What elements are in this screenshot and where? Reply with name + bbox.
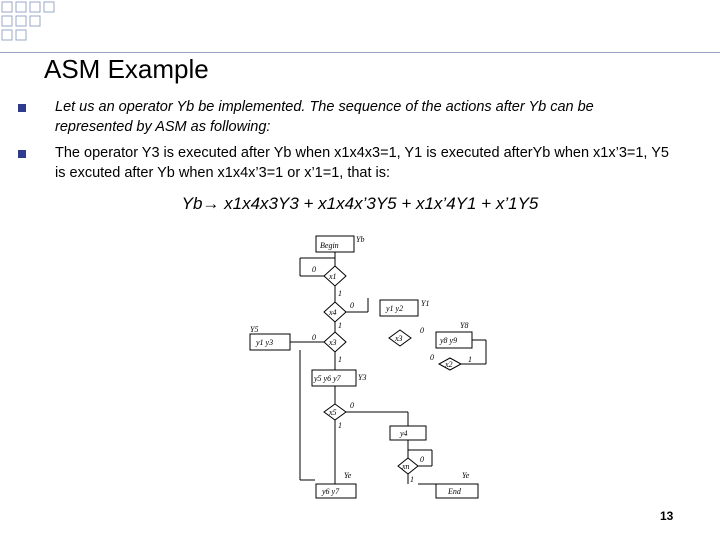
y8y9-label: y8 y9 <box>440 336 458 345</box>
yb-label: Yb <box>356 235 365 244</box>
zero-label: 0 <box>312 333 316 342</box>
x1-label: x1 <box>329 272 337 281</box>
Y1-label: Y1 <box>421 299 430 308</box>
page-number: 13 <box>660 509 674 523</box>
bullet-1-marker <box>18 104 26 112</box>
one-label: 1 <box>468 355 472 364</box>
end-label: End <box>448 487 461 496</box>
one-label: 1 <box>338 289 342 298</box>
zero-label: 0 <box>430 353 434 362</box>
one-label: 1 <box>338 421 342 430</box>
zero-label: 0 <box>312 265 316 274</box>
zero-label: 0 <box>420 326 424 335</box>
y4-box <box>390 426 426 440</box>
x2-label: x2 <box>445 360 453 369</box>
bullet-1-text: Let us an operator Yb be implemented. The sequence of the actions after Yb can be represented by ASM as following: <box>55 99 594 135</box>
zero-label: 0 <box>350 401 354 410</box>
decorative-grid <box>0 0 70 52</box>
x5-label: x5 <box>329 408 337 417</box>
Y8-label: Y8 <box>460 321 469 330</box>
slide-title: ASM Example <box>44 54 209 84</box>
one-label: 1 <box>410 475 414 484</box>
asm-flowchart <box>240 230 500 502</box>
y1y3-label: y1 y3 <box>256 338 274 347</box>
Ye2-label: Ye <box>462 471 470 480</box>
zero-label: 0 <box>420 455 424 464</box>
x3-right-label: x3 <box>395 334 403 343</box>
begin-label: Begin <box>320 241 339 250</box>
Y3-label: Y3 <box>358 373 367 382</box>
bullet-2-marker <box>18 150 26 158</box>
y6y7-label: y6 y7 <box>322 487 340 496</box>
bullet-2-text: The operator Y3 is executed after Yb when x1x4x3=1, Y1 is executed afterYb when x1x’3=1, Y5 is excuted after Yb when x1x4x’3=1 or x’1=1, that is: <box>55 145 669 181</box>
divider-line <box>0 52 720 53</box>
x3-label: x3 <box>329 338 337 347</box>
y4-label: y4 <box>400 429 408 438</box>
one-label: 1 <box>338 355 342 364</box>
x4-label: x4 <box>329 308 337 317</box>
y5y6y7-label: y5 y6 y7 <box>314 374 341 383</box>
y1y2-label: y1 y2 <box>386 304 404 313</box>
Ye-label: Ye <box>344 471 352 480</box>
formula: Yb→ x1x4x3Y3 + x1x4x’3Y5 + x1x’4Y1 + x’1Y5 <box>181 194 539 213</box>
xn-label: xn <box>402 462 410 471</box>
one-label: 1 <box>338 321 342 330</box>
zero-label: 0 <box>350 301 354 310</box>
Y5-label: Y5 <box>250 325 259 334</box>
